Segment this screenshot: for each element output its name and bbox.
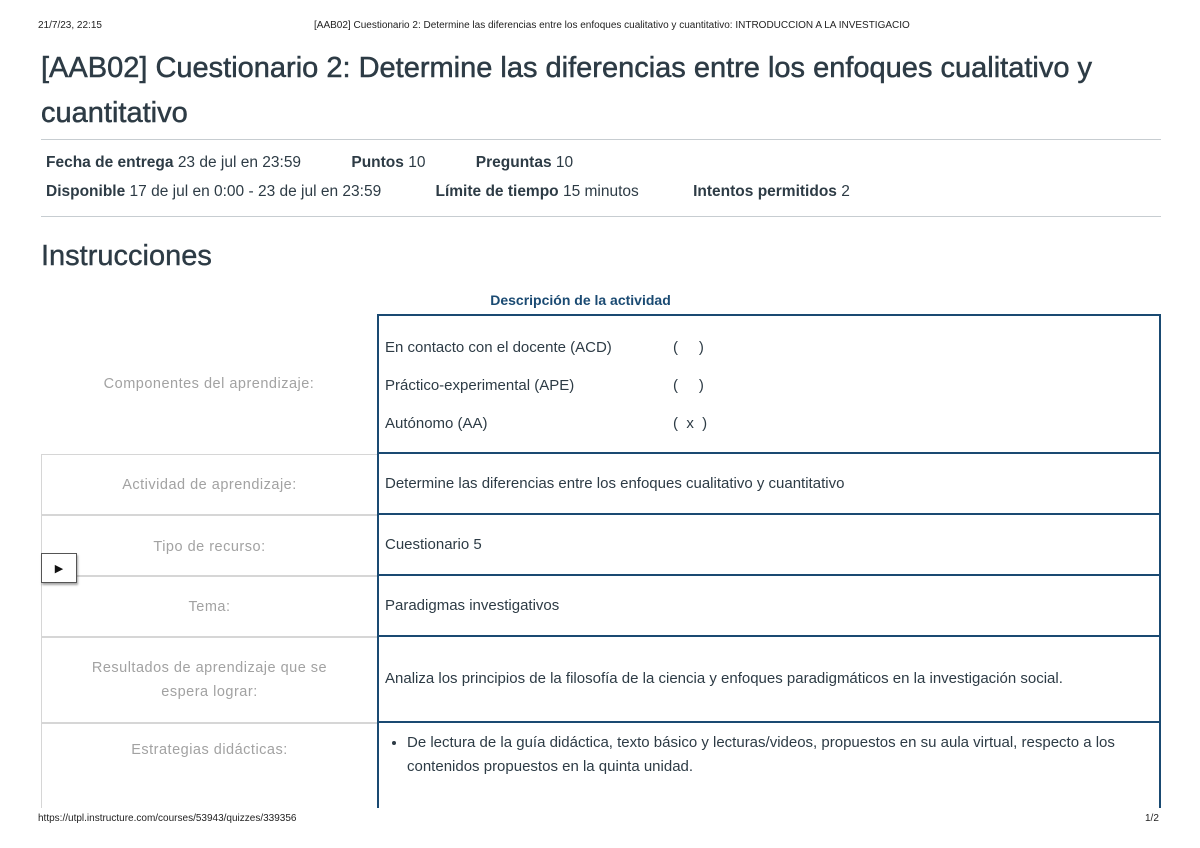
instructions-heading: Instrucciones <box>41 240 212 272</box>
play-triangle-icon[interactable]: ▶ <box>41 553 77 583</box>
list-item: • De lectura de la guía didáctica, texto básico y lecturas/videos, propuestos en su aula virtual, respecto a los contenidos propuestos en la quinta unidad. <box>407 731 1119 779</box>
topic-label: Tema: <box>41 576 377 637</box>
activity-label: Actividad de aprendizaje: <box>41 454 377 515</box>
print-date: 21/7/23, 22:15 <box>38 20 102 31</box>
print-header-title: [AAB02] Cuestionario 2: Determine las diferencias entre los enfoques cualitativo y cuantitativo: INTRODUCCION A LA INVESTIGACIO <box>314 20 910 31</box>
component-acd: En contacto con el docente (ACD) <box>385 339 612 356</box>
component-ape-mark: ( ) <box>673 377 704 394</box>
description-header: Descripción de la actividad <box>490 292 671 308</box>
points: Puntos 10 <box>351 154 426 171</box>
results-label: Resultados de aprendizaje que se espera lograr: <box>41 637 377 723</box>
component-aa: Autónomo (AA) <box>385 415 488 432</box>
quiz-meta-row-2 <box>46 183 850 201</box>
activity-value: Determine las diferencias entre los enfoques cualitativo y cuantitativo <box>377 454 1161 515</box>
component-aa-mark: ( x ) <box>673 415 708 432</box>
attempts-allowed: Intentos permitidos 2 <box>693 183 850 200</box>
table-row-results <box>41 637 1161 723</box>
resource-value: Cuestionario 5 <box>377 515 1161 576</box>
component-acd-mark: ( ) <box>673 339 704 356</box>
page-title: [AAB02] Cuestionario 2: Determine las diferencias entre los enfoques cualitativo y cuantitativo <box>41 52 1093 129</box>
topic-value: Paradigmas investigativos <box>377 576 1161 637</box>
due-date: Fecha de entrega 23 de jul en 23:59 <box>46 154 302 171</box>
strategies-value <box>377 723 1161 808</box>
print-footer-url: https://utpl.instructure.com/courses/53943/quizzes/339356 <box>38 813 297 824</box>
resource-label: Tipo de recurso: <box>41 515 377 576</box>
table-row-resource <box>41 515 1161 576</box>
results-value: Analiza los principios de la filosofía de la ciencia y enfoques paradigmáticos en la investigación social. <box>377 637 1161 723</box>
divider-bottom <box>41 216 1161 217</box>
divider-top <box>41 139 1161 140</box>
component-ape: Práctico-experimental (APE) <box>385 377 575 394</box>
questions: Preguntas 10 <box>475 154 574 171</box>
print-page-number: 1/2 <box>1145 813 1159 824</box>
table-row-components <box>41 314 1161 454</box>
components-label: Componentes del aprendizaje: <box>103 376 315 392</box>
components-value <box>377 314 1161 454</box>
availability: Disponible 17 de jul en 0:00 - 23 de jul en 23:59 <box>46 183 382 200</box>
strategies-label: Estrategias didácticas: <box>41 723 377 808</box>
table-row-activity <box>41 454 1161 515</box>
table-row-strategies <box>41 723 1161 808</box>
quiz-meta-row-1 <box>46 154 573 172</box>
strategies-list <box>385 731 1119 779</box>
time-limit: Límite de tiempo 15 minutos <box>435 183 639 200</box>
table-row-topic <box>41 576 1161 637</box>
